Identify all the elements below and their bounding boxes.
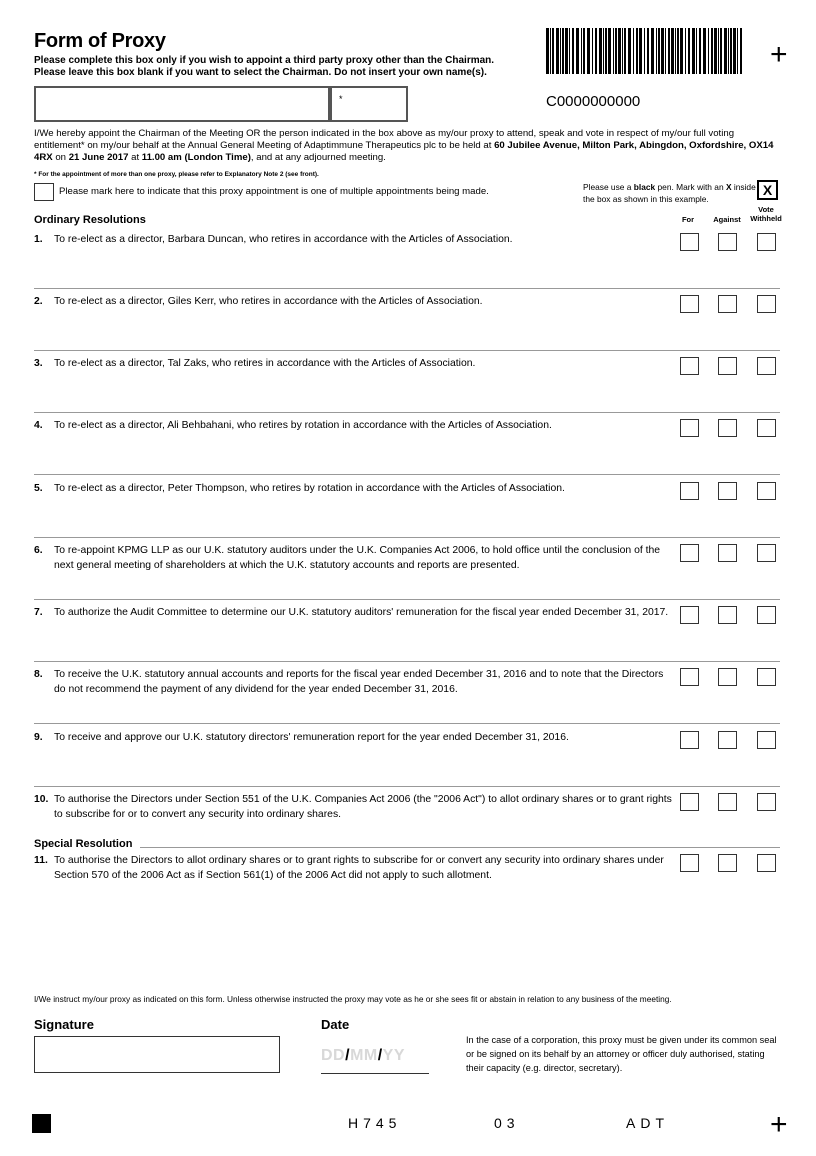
resolution-divider [34, 350, 780, 351]
resolution-11 [34, 853, 674, 883]
resolution-divider [34, 412, 780, 413]
column-against: Against [713, 215, 741, 224]
resolution-text: To re-elect as a director, Barbara Duncan, who retires in accordance with the Articles of Association. [54, 234, 513, 245]
resolution-2-against-checkbox[interactable] [718, 295, 737, 313]
proxy-instruction-1: Please complete this box only if you wish to appoint a third party proxy other than the Chairman. [34, 55, 495, 66]
registration-mark-bottom: + [770, 1108, 788, 1141]
form-code-2: 03 [494, 1115, 520, 1131]
resolution-7 [34, 605, 674, 620]
resolution-4 [34, 418, 674, 433]
resolution-1-against-checkbox[interactable] [718, 233, 737, 251]
resolution-2-for-checkbox[interactable] [680, 295, 699, 313]
resolution-9-withheld-checkbox[interactable] [757, 731, 776, 749]
resolution-11-withheld-checkbox[interactable] [757, 854, 776, 872]
resolution-5-withheld-checkbox[interactable] [757, 482, 776, 500]
ordinary-resolutions-heading: Ordinary Resolutions [34, 214, 146, 226]
resolution-number: 3. [34, 358, 43, 369]
resolution-number: 8. [34, 669, 43, 680]
form-title: Form of Proxy [34, 30, 166, 52]
corporation-note: In the case of a corporation, this proxy must be given under its common seal or be signed on its behalf by an attorney or officer duly authorised, stating their capacity (e.g. director, secretary). [466, 1035, 777, 1073]
resolution-text: To authorise the Directors to allot ordinary shares or to grant rights to subscribe for or convert any security into ordinary shares under Section 570 of the 2006 Act as if Section 561(1) of the 2006 Act did not apply to such allotment. [54, 855, 664, 881]
barcode [546, 28, 742, 74]
signature-label: Signature [34, 1017, 94, 1032]
special-resolution-heading: Special Resolution [34, 838, 133, 850]
reference-code: C0000000000 [546, 93, 641, 110]
registration-square [32, 1114, 51, 1133]
resolution-5 [34, 481, 674, 496]
resolution-8-withheld-checkbox[interactable] [757, 668, 776, 686]
resolution-text: To re-appoint KPMG LLP as our U.K. statutory auditors under the U.K. Companies Act 2006, to hold office until the conclusion of the next general meeting of shareholders at which the U.K. statutory accounts and reports are presented. [54, 545, 661, 571]
column-vote-withheld: Vote Withheld [750, 205, 782, 223]
resolution-7-against-checkbox[interactable] [718, 606, 737, 624]
appointment-text: I/We hereby appoint the Chairman of the Meeting OR the person indicated in the box above as my/our proxy to attend, speak and vote in respect of my/our full voting entitlement* on my/our behalf at the Annual General Meeting of Adaptimmune Therapeutics plc to be held at 60 Jubilee Avenue, Milton Park, Abingdon, Oxfordshire, OX14 4RX on 21 June 2017 at 11.00 am (London Time), and at any adjourned meeting. [34, 128, 774, 163]
resolution-divider [34, 288, 780, 289]
resolution-9-against-checkbox[interactable] [718, 731, 737, 749]
proxy-asterisk: * [339, 94, 343, 104]
resolution-3 [34, 356, 674, 371]
resolution-6-against-checkbox[interactable] [718, 544, 737, 562]
proxy-instruction-footer: I/We instruct my/our proxy as indicated on this form. Unless otherwise instructed the proxy may vote as he or she sees fit or abstain in relation to any business of the meeting. [34, 994, 672, 1004]
resolution-1 [34, 232, 674, 247]
multiple-appointments-label: Please mark here to indicate that this proxy appointment is one of multiple appointments being made. [59, 186, 489, 197]
resolution-text: To re-elect as a director, Peter Thompson, who retires by rotation in accordance with the Articles of Association. [54, 483, 565, 494]
resolution-text: To re-elect as a director, Ali Behbahani, who retires by rotation in accordance with the Articles of Association. [54, 420, 552, 431]
resolution-1-for-checkbox[interactable] [680, 233, 699, 251]
resolution-10-for-checkbox[interactable] [680, 793, 699, 811]
resolution-number: 7. [34, 607, 43, 618]
resolution-5-against-checkbox[interactable] [718, 482, 737, 500]
resolution-7-for-checkbox[interactable] [680, 606, 699, 624]
resolution-divider [34, 786, 780, 787]
date-input[interactable]: DD/MM/YY [321, 1047, 406, 1064]
form-code-3: ADT [626, 1115, 669, 1131]
resolution-3-for-checkbox[interactable] [680, 357, 699, 375]
resolution-number: 11. [34, 855, 48, 866]
resolution-number: 2. [34, 296, 43, 307]
resolution-divider [34, 661, 780, 662]
form-code-1: H745 [348, 1115, 402, 1131]
resolution-3-withheld-checkbox[interactable] [757, 357, 776, 375]
resolution-number: 6. [34, 545, 43, 556]
multiple-appointments-checkbox[interactable] [34, 183, 54, 201]
resolution-text: To authorise the Directors under Section 551 of the U.K. Companies Act 2006 (the "2006 Act") to allot ordinary shares or to grant rights to subscribe for or to convert any security into ordinary shares. [54, 794, 672, 820]
proxy-instruction-2: Please leave this box blank if you want to select the Chairman. Do not insert your own name(s). [34, 67, 487, 78]
resolution-8-against-checkbox[interactable] [718, 668, 737, 686]
resolution-divider [34, 474, 780, 475]
example-mark-box: X [757, 180, 778, 200]
resolution-8-for-checkbox[interactable] [680, 668, 699, 686]
resolution-3-against-checkbox[interactable] [718, 357, 737, 375]
resolution-divider [34, 723, 780, 724]
registration-mark-top: + [770, 38, 788, 71]
proxy-name-input[interactable] [34, 86, 330, 122]
resolution-text: To receive the U.K. statutory annual accounts and reports for the fiscal year ended December 31, 2016 and to note that the Directors do not recommend the payment of any dividend for the year ended December 31, 2016. [54, 669, 664, 695]
resolution-text: To re-elect as a director, Giles Kerr, who retires in accordance with the Articles of Association. [54, 296, 483, 307]
proxy-shares-input[interactable] [330, 86, 408, 122]
resolution-2 [34, 294, 674, 309]
resolution-2-withheld-checkbox[interactable] [757, 295, 776, 313]
signature-input[interactable] [34, 1036, 280, 1073]
resolution-5-for-checkbox[interactable] [680, 482, 699, 500]
resolution-4-for-checkbox[interactable] [680, 419, 699, 437]
resolution-divider [34, 599, 780, 600]
resolution-text: To receive and approve our U.K. statutory directors' remuneration report for the year ended December 31, 2016. [54, 732, 569, 743]
resolution-11-for-checkbox[interactable] [680, 854, 699, 872]
resolution-9-for-checkbox[interactable] [680, 731, 699, 749]
pen-instructions: Please use a black pen. Mark with an X inside the box as shown in this example. [583, 182, 756, 204]
resolution-text: To re-elect as a director, Tal Zaks, who retires in accordance with the Articles of Association. [54, 358, 476, 369]
date-underline [321, 1073, 429, 1074]
resolution-10-withheld-checkbox[interactable] [757, 793, 776, 811]
resolution-4-withheld-checkbox[interactable] [757, 419, 776, 437]
resolution-1-withheld-checkbox[interactable] [757, 233, 776, 251]
date-label: Date [321, 1017, 350, 1032]
resolution-number: 9. [34, 732, 43, 743]
resolution-divider [34, 537, 780, 538]
resolution-4-against-checkbox[interactable] [718, 419, 737, 437]
footnote: * For the appointment of more than one proxy, please refer to Explanatory Note 2 (see front). [34, 171, 319, 178]
resolution-11-against-checkbox[interactable] [718, 854, 737, 872]
resolution-6-for-checkbox[interactable] [680, 544, 699, 562]
resolution-number: 1. [34, 234, 43, 245]
resolution-number: 10. [34, 794, 49, 805]
resolution-10 [34, 792, 674, 822]
resolution-6-withheld-checkbox[interactable] [757, 544, 776, 562]
resolution-9 [34, 730, 674, 745]
resolution-number: 5. [34, 483, 43, 494]
resolution-number: 4. [34, 420, 43, 431]
resolution-10-against-checkbox[interactable] [718, 793, 737, 811]
resolution-divider [140, 847, 780, 848]
resolution-8 [34, 667, 674, 697]
column-for: For [681, 215, 695, 224]
resolution-7-withheld-checkbox[interactable] [757, 606, 776, 624]
resolution-6 [34, 543, 674, 573]
resolution-text: To authorize the Audit Committee to determine our U.K. statutory auditors' remuneration for the fiscal year ended December 31, 2017. [54, 607, 669, 618]
